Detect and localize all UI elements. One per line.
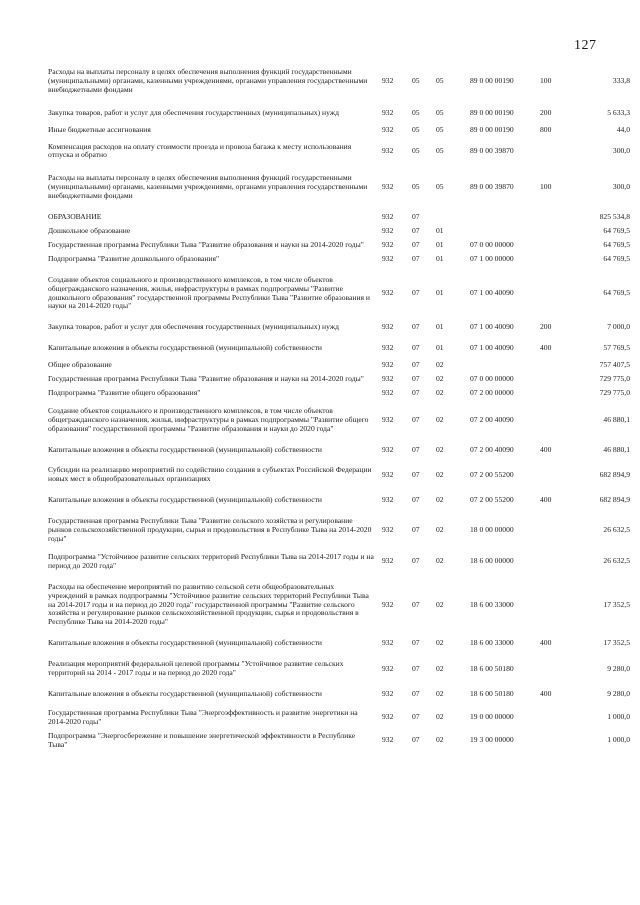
row-pr-code: 01 bbox=[436, 239, 444, 249]
row-gr-code: 932 bbox=[382, 712, 394, 722]
row-sum: 46 880,1 bbox=[603, 414, 630, 424]
row-name: Компенсация расходов на оплату стоимости проезда и провоза багажа к месту использования отпуска и обратно bbox=[48, 141, 352, 160]
row-sum: 825 534,8 bbox=[599, 212, 630, 222]
row-csr-code: 07 0 00 00000 bbox=[470, 374, 514, 384]
table-row bbox=[48, 375, 630, 384]
row-rz-code: 07 bbox=[412, 469, 420, 479]
row-gr-code: 932 bbox=[382, 599, 394, 609]
row-name: Создание объектов социального и производственного комплексов, в том числе объектов общегражданского назначения, жилья, инфраструктуры в рамках подпрограммы "Развитие общего образования" государственной программы "Развитие образования и науки до 2020 года" bbox=[48, 405, 369, 433]
row-name: Расходы на обеспечение мероприятий по развитию сельской сети общеобразовательных учреждений в рамках подпрограммы "Устойчивое развитие сельских территорий Республики Тыва на 2014-2017 годы и на период до 2020 года" государственной программы "Развитие сельского хозяйства и регулирование рынков сельскохозяйственной продукции, сырья и продовольствия в Республике Тыва на 2014-2020 годы" bbox=[48, 581, 369, 627]
row-gr-code: 932 bbox=[382, 414, 394, 424]
row-name: Государственная программа Республики Тыва "Развитие образования и науки на 2014-2020 годы" bbox=[48, 374, 364, 384]
row-rz-code: 05 bbox=[412, 107, 420, 117]
row-vr-code: 400 bbox=[540, 444, 552, 454]
row-pr-code: 01 bbox=[436, 253, 444, 263]
table-row bbox=[48, 732, 630, 750]
row-rz-code: 07 bbox=[412, 374, 420, 384]
row-rz-code: 07 bbox=[412, 212, 420, 222]
row-sum: 300,0 bbox=[612, 182, 630, 192]
row-csr-code: 19 0 00 00000 bbox=[470, 712, 514, 722]
row-sum: 682 894,9 bbox=[599, 469, 630, 479]
row-rz-code: 07 bbox=[412, 599, 420, 609]
row-csr-code: 07 0 00 00000 bbox=[470, 239, 514, 249]
table-row bbox=[48, 517, 630, 544]
row-gr-code: 932 bbox=[382, 688, 394, 698]
row-gr-code: 932 bbox=[382, 124, 394, 134]
row-pr-code: 02 bbox=[436, 414, 444, 424]
table-row bbox=[48, 126, 630, 135]
row-csr-code: 18 0 00 00000 bbox=[470, 525, 514, 535]
row-csr-code: 18 6 00 33000 bbox=[470, 599, 514, 609]
row-csr-code: 07 2 00 40090 bbox=[470, 444, 514, 454]
row-name: Дошкольное образование bbox=[48, 225, 131, 235]
row-gr-code: 932 bbox=[382, 343, 394, 353]
row-rz-code: 07 bbox=[412, 495, 420, 505]
row-vr-code: 400 bbox=[540, 343, 552, 353]
table-row bbox=[48, 639, 630, 648]
row-csr-code: 07 1 00 40090 bbox=[470, 288, 514, 298]
row-csr-code: 19 3 00 00000 bbox=[470, 735, 514, 745]
row-name: ОБРАЗОВАНИЕ bbox=[48, 212, 102, 222]
table-row bbox=[48, 709, 630, 727]
row-pr-code: 02 bbox=[436, 663, 444, 673]
row-name: Капитальные вложения в объекты государственной (муниципальной) собственности bbox=[48, 444, 322, 454]
row-gr-code: 932 bbox=[382, 75, 394, 85]
table-row bbox=[48, 583, 630, 628]
row-sum: 44,0 bbox=[616, 124, 630, 134]
table-row bbox=[48, 446, 630, 455]
table-row bbox=[48, 361, 630, 370]
page-number: 127 bbox=[574, 38, 597, 53]
table-row bbox=[48, 553, 630, 571]
row-csr-code: 07 1 00 40090 bbox=[470, 322, 514, 332]
row-sum: 333,8 bbox=[612, 75, 630, 85]
row-sum: 682 894,9 bbox=[599, 495, 630, 505]
row-rz-code: 07 bbox=[412, 444, 420, 454]
row-gr-code: 932 bbox=[382, 322, 394, 332]
row-sum: 64 769,5 bbox=[603, 225, 630, 235]
row-sum: 64 769,5 bbox=[603, 253, 630, 263]
row-name: Капитальные вложения в объекты государственной (муниципальной) собственности bbox=[48, 638, 322, 648]
row-name: Подпрограмма "Устойчивое развитие сельских территорий Республики Тыва на 2014-2017 годы и на период до 2020 года" bbox=[48, 551, 374, 570]
row-sum: 5 633,3 bbox=[607, 107, 630, 117]
row-csr-code: 07 2 00 55200 bbox=[470, 469, 514, 479]
row-gr-code: 932 bbox=[382, 469, 394, 479]
row-csr-code: 18 6 00 33000 bbox=[470, 638, 514, 648]
row-name: Подпрограмма "Развитие общего образования" bbox=[48, 387, 201, 397]
row-rz-code: 07 bbox=[412, 638, 420, 648]
row-name: Государственная программа Республики Тыва "Энергоэффективность и развитие энергетики на 2014-2020 годы" bbox=[48, 707, 358, 726]
row-rz-code: 05 bbox=[412, 124, 420, 134]
table-row bbox=[48, 174, 630, 201]
row-gr-code: 932 bbox=[382, 182, 394, 192]
row-rz-code: 07 bbox=[412, 688, 420, 698]
row-pr-code: 05 bbox=[436, 75, 444, 85]
row-csr-code: 07 1 00 00000 bbox=[470, 253, 514, 263]
row-gr-code: 932 bbox=[382, 638, 394, 648]
row-pr-code: 05 bbox=[436, 124, 444, 134]
row-pr-code: 05 bbox=[436, 182, 444, 192]
row-vr-code: 200 bbox=[540, 322, 552, 332]
row-name: Капитальные вложения в объекты государственной (муниципальной) собственности bbox=[48, 688, 322, 698]
row-csr-code: 89 0 00 39870 bbox=[470, 182, 514, 192]
row-name: Субсидии на реализацию мероприятий по содействию создания в субъектах Российской Федерации новых мест в общеобразовательных организациях bbox=[48, 465, 372, 484]
row-sum: 1 000,0 bbox=[607, 712, 630, 722]
table-row bbox=[48, 68, 630, 95]
row-sum: 46 880,1 bbox=[603, 444, 630, 454]
row-gr-code: 932 bbox=[382, 212, 394, 222]
row-gr-code: 932 bbox=[382, 525, 394, 535]
row-name: Подпрограмма "Развитие дошкольного образования" bbox=[48, 253, 220, 263]
row-name: Капитальные вложения в объекты государственной (муниципальной) собственности bbox=[48, 495, 322, 505]
row-pr-code: 02 bbox=[436, 495, 444, 505]
row-rz-code: 07 bbox=[412, 735, 420, 745]
row-rz-code: 07 bbox=[412, 525, 420, 535]
row-sum: 9 280,0 bbox=[607, 663, 630, 673]
row-sum: 26 632,5 bbox=[603, 525, 630, 535]
row-rz-code: 07 bbox=[412, 414, 420, 424]
budget-table bbox=[48, 68, 630, 750]
row-rz-code: 07 bbox=[412, 556, 420, 566]
row-pr-code: 02 bbox=[436, 469, 444, 479]
row-sum: 9 280,0 bbox=[607, 688, 630, 698]
row-rz-code: 05 bbox=[412, 182, 420, 192]
row-rz-code: 07 bbox=[412, 663, 420, 673]
row-rz-code: 07 bbox=[412, 712, 420, 722]
row-sum: 7 000,0 bbox=[607, 322, 630, 332]
row-pr-code: 05 bbox=[436, 107, 444, 117]
row-gr-code: 932 bbox=[382, 239, 394, 249]
table-row bbox=[48, 344, 630, 353]
table-row bbox=[48, 496, 630, 505]
row-sum: 26 632,5 bbox=[603, 556, 630, 566]
row-rz-code: 05 bbox=[412, 145, 420, 155]
row-pr-code: 01 bbox=[436, 288, 444, 298]
row-pr-code: 02 bbox=[436, 360, 444, 370]
row-pr-code: 02 bbox=[436, 638, 444, 648]
row-csr-code: 89 0 00 00190 bbox=[470, 124, 514, 134]
table-row bbox=[48, 466, 630, 484]
row-gr-code: 932 bbox=[382, 288, 394, 298]
row-rz-code: 05 bbox=[412, 75, 420, 85]
row-name: Государственная программа Республики Тыва "Развитие образования и науки на 2014-2020 годы" bbox=[48, 239, 364, 249]
row-pr-code: 02 bbox=[436, 387, 444, 397]
row-rz-code: 07 bbox=[412, 387, 420, 397]
row-gr-code: 932 bbox=[382, 556, 394, 566]
row-pr-code: 01 bbox=[436, 343, 444, 353]
row-csr-code: 18 6 00 50180 bbox=[470, 663, 514, 673]
table-row bbox=[48, 323, 630, 332]
row-gr-code: 932 bbox=[382, 225, 394, 235]
row-gr-code: 932 bbox=[382, 374, 394, 384]
row-vr-code: 400 bbox=[540, 495, 552, 505]
row-gr-code: 932 bbox=[382, 145, 394, 155]
row-gr-code: 932 bbox=[382, 387, 394, 397]
row-sum: 300,0 bbox=[612, 145, 630, 155]
table-row bbox=[48, 109, 630, 118]
row-pr-code: 02 bbox=[436, 444, 444, 454]
row-gr-code: 932 bbox=[382, 495, 394, 505]
row-sum: 729 775,0 bbox=[599, 374, 630, 384]
row-csr-code: 89 0 00 00190 bbox=[470, 75, 514, 85]
table-row bbox=[48, 389, 630, 398]
row-name: Общее образование bbox=[48, 360, 112, 370]
row-csr-code: 18 6 00 00000 bbox=[470, 556, 514, 566]
table-row bbox=[48, 255, 630, 264]
row-pr-code: 02 bbox=[436, 688, 444, 698]
row-sum: 64 769,5 bbox=[603, 288, 630, 298]
row-name: Закупка товаров, работ и услуг для обеспечения государственных (муниципальных) нужд bbox=[48, 107, 339, 117]
row-sum: 57 769,5 bbox=[603, 343, 630, 353]
row-gr-code: 932 bbox=[382, 444, 394, 454]
row-rz-code: 07 bbox=[412, 360, 420, 370]
row-vr-code: 400 bbox=[540, 638, 552, 648]
row-csr-code: 89 0 00 00190 bbox=[470, 107, 514, 117]
row-name: Иные бюджетные ассигнования bbox=[48, 124, 151, 134]
row-sum: 17 352,5 bbox=[603, 638, 630, 648]
row-vr-code: 100 bbox=[540, 75, 552, 85]
row-gr-code: 932 bbox=[382, 360, 394, 370]
table-row bbox=[48, 407, 630, 434]
row-csr-code: 18 6 00 50180 bbox=[470, 688, 514, 698]
row-sum: 1 000,0 bbox=[607, 735, 630, 745]
row-vr-code: 800 bbox=[540, 124, 552, 134]
row-rz-code: 07 bbox=[412, 288, 420, 298]
row-name: Расходы на выплаты персоналу в целях обеспечения выполнения функций государственными (муниципальными) органами, казенными учреждениями, органами управления государственными внебюджетными фондами bbox=[48, 67, 368, 94]
row-pr-code: 02 bbox=[436, 735, 444, 745]
row-sum: 64 769,5 bbox=[603, 239, 630, 249]
row-vr-code: 100 bbox=[540, 182, 552, 192]
row-csr-code: 89 0 00 39870 bbox=[470, 145, 514, 155]
row-name: Реализация мероприятий федеральной целевой программы "Устойчивое развитие сельских территорий на 2014 - 2017 годы и на период до 2020 года" bbox=[48, 659, 344, 678]
row-vr-code: 400 bbox=[540, 688, 552, 698]
row-pr-code: 01 bbox=[436, 225, 444, 235]
row-name: Государственная программа Республики Тыва "Развитие сельского хозяйства и регулирование рынков сельскохозяйственной продукции, сырья и продовольствия в Республике Тыва на 2014-2020 годы" bbox=[48, 516, 372, 543]
row-sum: 729 775,0 bbox=[599, 387, 630, 397]
row-rz-code: 07 bbox=[412, 253, 420, 263]
row-csr-code: 07 2 00 00000 bbox=[470, 387, 514, 397]
table-row bbox=[48, 276, 630, 312]
row-rz-code: 07 bbox=[412, 322, 420, 332]
table-row bbox=[48, 660, 630, 678]
row-gr-code: 932 bbox=[382, 253, 394, 263]
row-pr-code: 02 bbox=[436, 712, 444, 722]
row-csr-code: 07 1 00 40090 bbox=[470, 343, 514, 353]
table-row bbox=[48, 241, 630, 250]
row-name: Подпрограмма "Энергосбережение и повышение энергетической эффективности в Республике Тыва" bbox=[48, 730, 356, 749]
row-name: Расходы на выплаты персоналу в целях обеспечения выполнения функций государственными (муниципальными) органами, казенными учреждениями, органами управления государственными внебюджетными фондами bbox=[48, 173, 368, 201]
row-csr-code: 07 2 00 55200 bbox=[470, 495, 514, 505]
row-sum: 17 352,5 bbox=[603, 599, 630, 609]
row-name: Закупка товаров, работ и услуг для обеспечения государственных (муниципальных) нужд bbox=[48, 322, 339, 332]
row-rz-code: 07 bbox=[412, 239, 420, 249]
row-gr-code: 932 bbox=[382, 663, 394, 673]
row-sum: 757 407,5 bbox=[599, 360, 630, 370]
row-pr-code: 02 bbox=[436, 374, 444, 384]
table-row bbox=[48, 213, 630, 222]
row-csr-code: 07 2 00 40090 bbox=[470, 414, 514, 424]
row-pr-code: 02 bbox=[436, 599, 444, 609]
table-row bbox=[48, 143, 630, 161]
row-pr-code: 05 bbox=[436, 145, 444, 155]
row-pr-code: 02 bbox=[436, 556, 444, 566]
row-pr-code: 01 bbox=[436, 322, 444, 332]
row-name: Капитальные вложения в объекты государственной (муниципальной) собственности bbox=[48, 343, 322, 353]
row-name: Создание объектов социального и производственного комплексов, в том числе объектов общегражданского назначения, жилья, инфраструктуры в рамках подпрограммы "Развитие дошкольного образования" государственной программы Республики Тыва "Развитие образования и науки на 2014-2020 годы" bbox=[48, 274, 370, 311]
row-rz-code: 07 bbox=[412, 343, 420, 353]
row-vr-code: 200 bbox=[540, 107, 552, 117]
table-row bbox=[48, 227, 630, 236]
row-gr-code: 932 bbox=[382, 735, 394, 745]
row-gr-code: 932 bbox=[382, 107, 394, 117]
row-rz-code: 07 bbox=[412, 225, 420, 235]
table-row bbox=[48, 690, 630, 699]
row-pr-code: 02 bbox=[436, 525, 444, 535]
